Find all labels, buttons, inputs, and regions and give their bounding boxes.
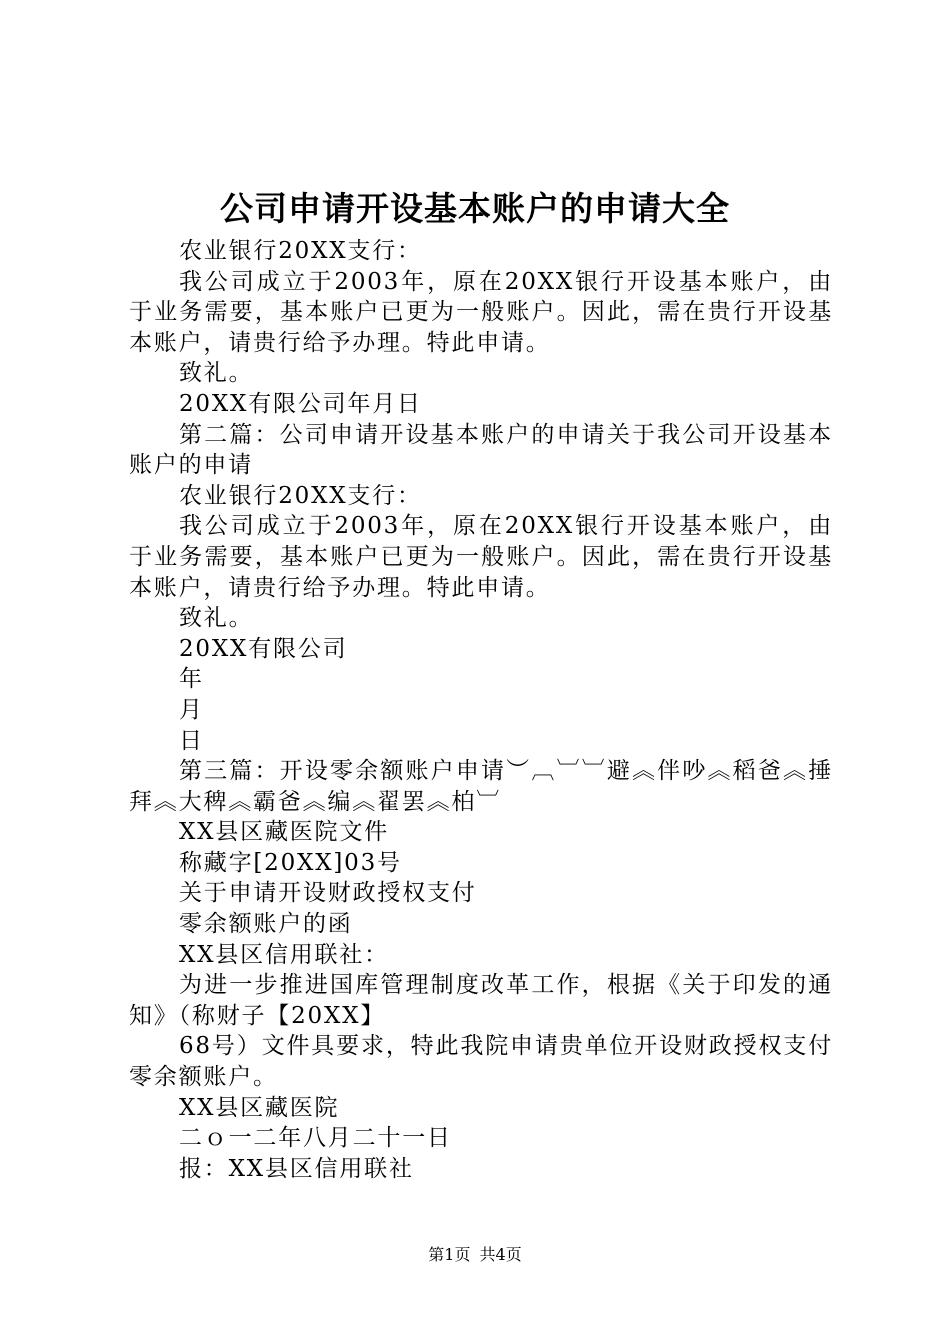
paragraph: 报：XX县区信用联社: [179, 1155, 414, 1182]
paragraph: 为进一步推进国库管理制度改革工作，根据《关于印发的通知》（称财子【20XX】: [129, 972, 833, 1029]
paragraph: 20XX有限公司: [179, 635, 348, 662]
page-footer: [0, 1244, 950, 1266]
paragraph: 致礼。: [179, 605, 254, 632]
paragraph: XX县区信用联社：: [179, 941, 389, 968]
paragraph: 月: [179, 696, 204, 723]
paragraph: 我公司成立于2003年，原在20XX银行开设基本账户，由于业务需要，基本账户已更为一般账户。因此，需在贵行开设基本账户，请贵行给予办理。特此申请。: [129, 513, 833, 601]
paragraph: 日: [179, 727, 204, 754]
paragraph: XX县区藏医院文件: [179, 819, 389, 846]
paragraph: XX县区藏医院: [179, 1094, 340, 1121]
paragraph: 农业银行20XX支行：: [179, 482, 422, 509]
paragraph: 我公司成立于2003年，原在20XX银行开设基本账户，由于业务需要，基本账户已更为一般账户。因此，需在贵行开设基本账户，请贵行给予办理。特此申请。: [129, 268, 833, 356]
paragraph: 关于申请开设财政授权支付: [179, 880, 477, 907]
paragraph: 二ｏ一二年八月二十一日: [179, 1125, 452, 1152]
page-total: 共4页: [479, 1245, 522, 1264]
paragraph: 68号）文件具要求，特此我院申请贵单位开设财政授权支付零余额账户。: [129, 1033, 833, 1091]
document-body: [129, 236, 833, 1184]
paragraph: 致礼。: [179, 360, 254, 387]
paragraph: 20XX有限公司年月日: [179, 390, 422, 417]
document-title: 公司申请开设基本账户的申请大全: [220, 189, 730, 228]
paragraph: 年: [179, 666, 204, 693]
paragraph: 第三篇：开设零余额账户申请︶︹︺︺避︽伴吵︽稻爸︽捶拜︽大稗︽霸爸︽编︽翟罢︽柏︺: [129, 758, 833, 815]
paragraph: 称藏字[20XX]03号: [179, 849, 402, 876]
paragraph: 农业银行20XX支行：: [179, 238, 422, 264]
paragraph: 第二篇：公司申请开设基本账户的申请关于我公司开设基本账户的申请: [129, 421, 833, 479]
page-number: 第1页: [428, 1245, 471, 1264]
paragraph: 零余额账户的函: [179, 911, 353, 938]
